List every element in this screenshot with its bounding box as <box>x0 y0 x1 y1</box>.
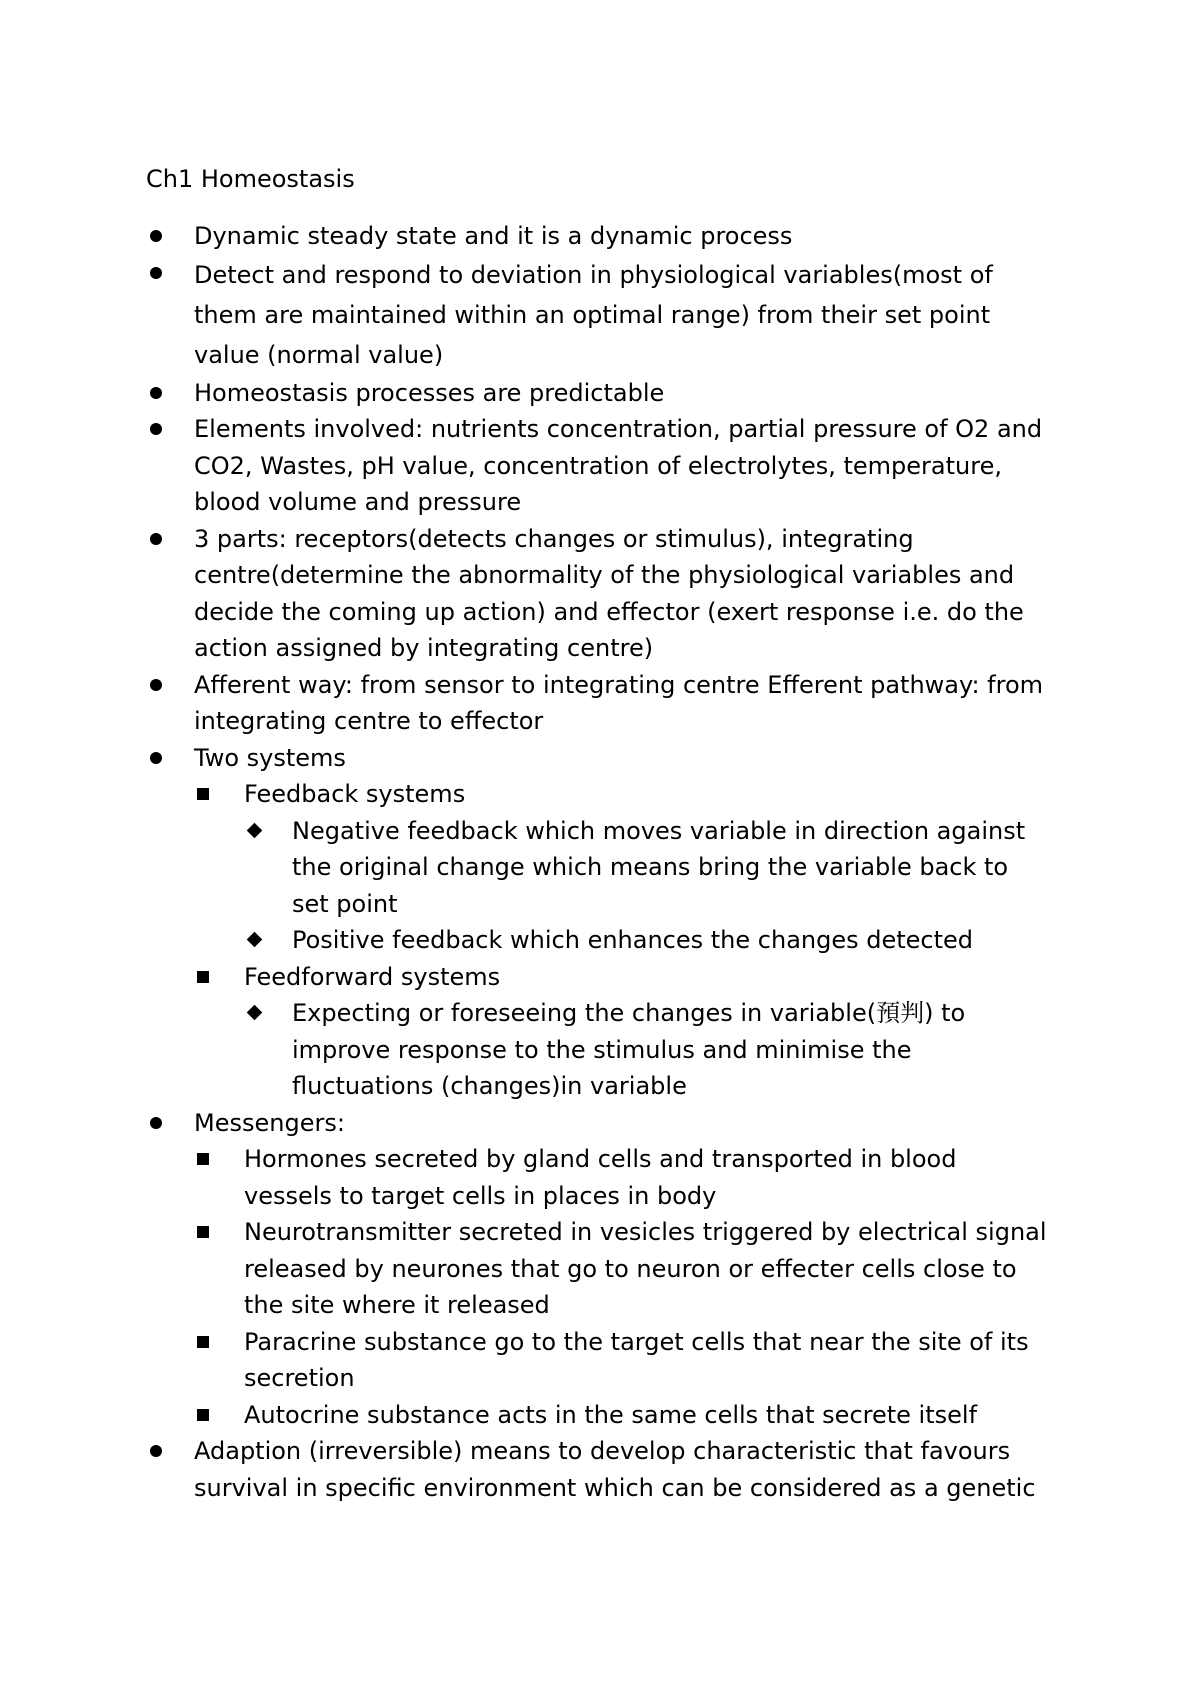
list-item <box>0 995 1200 1105</box>
list-item-line: Messengers: <box>194 1108 345 1137</box>
square-bullet-icon <box>197 971 209 983</box>
list-item-line: Afferent way: from sensor to integrating centre Efferent pathway: from <box>194 670 1044 699</box>
list-item-line: secretion <box>244 1364 355 1392</box>
list-item-line: centre(determine the abnormality of the physiological variables and <box>194 561 1015 589</box>
list-item-line: Autocrine substance acts in the same cells that secrete itself <box>244 1400 978 1429</box>
round-bullet-icon <box>150 267 162 279</box>
list-item-line: improve response to the stimulus and minimise the <box>292 1035 912 1064</box>
list-item-line: blood volume and pressure <box>194 488 522 516</box>
list-item <box>0 776 1200 813</box>
list-item-line: action assigned by integrating centre) <box>194 634 654 662</box>
list-item-line: Neurotransmitter secreted in vesicles triggered by electrical signal <box>244 1218 1047 1246</box>
list-item-line: survival in specific environment which can be considered as a genetic <box>194 1473 1036 1502</box>
list-item-line: Homeostasis processes are predictable <box>194 378 665 407</box>
list-item-line: the site where it released <box>244 1291 550 1319</box>
bullet-list <box>0 218 1200 1506</box>
list-item-line: Negative feedback which moves variable in direction against <box>292 816 1026 845</box>
square-bullet-icon <box>197 1226 209 1238</box>
list-item <box>0 255 1200 375</box>
square-bullet-icon <box>197 1409 209 1421</box>
list-item-line: Dynamic steady state and it is a dynamic process <box>194 222 793 250</box>
list-item-line: Elements involved: nutrients concentration, partial pressure of O2 and <box>194 415 1043 443</box>
list-item <box>0 1433 1200 1506</box>
list-item-line: decide the coming up action) and effector (exert response i.e. do the <box>194 597 1024 626</box>
list-item <box>0 813 1200 923</box>
list-item <box>0 218 1200 255</box>
square-bullet-icon <box>197 1153 209 1165</box>
list-item <box>0 521 1200 667</box>
list-item <box>0 375 1200 412</box>
list-item-line: vessels to target cells in places in body <box>244 1181 717 1210</box>
list-item <box>0 740 1200 777</box>
list-item-line: Two systems <box>194 743 346 772</box>
round-bullet-icon <box>150 230 162 242</box>
list-item-line: Feedback systems <box>244 780 466 808</box>
list-item <box>0 1105 1200 1142</box>
round-bullet-icon <box>150 533 162 545</box>
list-item-line: Expecting or foreseeing the changes in variable(預判) to <box>292 999 966 1027</box>
round-bullet-icon <box>150 423 162 435</box>
list-item-line: set point <box>292 889 398 918</box>
list-item-line: Feedforward systems <box>244 962 501 991</box>
square-bullet-icon <box>197 788 209 800</box>
list-item-line: CO2, Wastes, pH value, concentration of electrolytes, temperature, <box>194 451 1002 480</box>
list-item-line: Hormones secreted by gland cells and transported in blood <box>244 1145 957 1173</box>
list-item-line: them are maintained within an optimal range) from their set point <box>194 300 991 329</box>
list-item-line: the original change which means bring the variable back to <box>292 853 1009 881</box>
list-item-line: fluctuations (changes)in variable <box>292 1072 687 1100</box>
list-item-line: value (normal value) <box>194 340 444 369</box>
list-item <box>0 667 1200 740</box>
list-item <box>0 922 1200 959</box>
round-bullet-icon <box>150 387 162 399</box>
diamond-bullet-icon <box>247 932 263 948</box>
list-item-line: Positive feedback which enhances the changes detected <box>292 926 974 954</box>
list-item-line: integrating centre to effector <box>194 707 544 735</box>
round-bullet-icon <box>150 752 162 764</box>
list-item <box>0 411 1200 521</box>
list-item-line: Detect and respond to deviation in physiological variables(most of <box>194 260 993 289</box>
page-title: Ch1 Homeostasis <box>146 165 355 193</box>
list-item-line: released by neurones that go to neuron or effecter cells close to <box>244 1254 1017 1283</box>
diamond-bullet-icon <box>247 822 263 838</box>
round-bullet-icon <box>150 679 162 691</box>
list-item-line: Paracrine substance go to the target cells that near the site of its <box>244 1327 1029 1356</box>
list-item <box>0 1397 1200 1434</box>
round-bullet-icon <box>150 1117 162 1129</box>
round-bullet-icon <box>150 1445 162 1457</box>
list-item <box>0 959 1200 996</box>
diamond-bullet-icon <box>247 1005 263 1021</box>
list-item-line: Adaption (irreversible) means to develop characteristic that favours <box>194 1437 1011 1465</box>
list-item <box>0 1324 1200 1397</box>
list-item <box>0 1141 1200 1214</box>
square-bullet-icon <box>197 1336 209 1348</box>
list-item-line: 3 parts: receptors(detects changes or stimulus), integrating <box>194 524 914 553</box>
list-item <box>0 1214 1200 1324</box>
